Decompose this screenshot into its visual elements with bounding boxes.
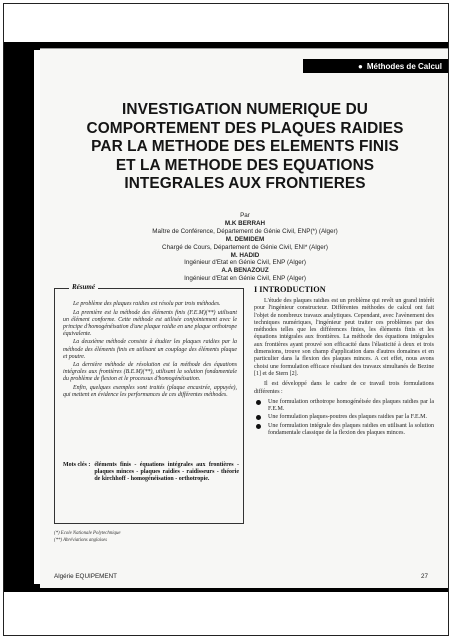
scan-border-left [4,42,34,592]
bullet-icon [256,415,261,420]
keywords-list: éléments finis - équations intégrales aux frontières - plaques minces - plaques raidies - raidisseurs - théorie de kirchhoff - homogénéisation - orthotropie. [94,462,239,483]
title-line: INTEGRALES AUX FRONTIERES [124,175,366,192]
bullet-icon [256,424,261,429]
keywords [63,462,239,483]
abstract-paragraph: La deuxième méthode consiste à étudier les plaques raidies par la méthode des éléments finis en utilisant un couplage des éléments plaque et poutre. [63,339,237,360]
section-label: Méthodes de Calcul [366,61,442,71]
paper-title [80,101,410,194]
abstract-box [54,283,244,524]
abstract-paragraph: La dernière méthode de résolution est la méthode des équations intégrales aux frontières (B.E.M)(**), utilisant la solution fondamentale du problème de flexion et le processus d'homogénéisation. [63,362,237,383]
intro-paragraph: Il est développé dans le cadre de ce travail trois formulations différentes : [254,381,434,395]
title-line: COMPORTEMENT DES PLAQUES RAIDIES [86,119,404,137]
abstract-paragraph: Enfin, quelques exemples sont traités (plaque encastrée, appuyée), qui mettent en évidence les performances de ces différentes méthodes. [63,385,237,399]
journal-name: Algérie EQUIPEMENT [54,573,117,580]
list-item [254,423,434,438]
author-affiliation: Ingénieur d'Etat en Génie Civil, ENP (Alger) [184,275,306,283]
author-block [130,212,360,283]
keywords-label: Mots clés : [63,462,91,468]
intro-paragraph: L'étude des plaques raidies est un problème qui revêt un grand intérêt pour l'ingénieur constructeur. Différentes méthodes de calcul ont fait l'objet de nombreux travaux analytiques. Cependant, avec l'avènement des techniques numériques, l'ingénieur peut traiter ces problèmes par des méthodes telles que les différences finies, les éléments finis et les équations intégrales aux frontières. La méthode des équations intégrales aux frontières ayant prouvé son efficacité dans l'élasticité à deux et trois dimensions, trouve son champ d'application dans d'autres domaines et en particulier dans la flexion des plaques minces. A cet effet, nous avons choisi une formulation efficace résultant des travaux simultanés de Bezine [1] et de Stern [2]. [254,298,434,377]
author-name: M. HADID [230,251,260,259]
list-item-text: Une formulation plaques-poutres des plaques raidies par la F.E.M. [268,414,427,421]
intro-body [254,298,434,396]
section-heading: I INTRODUCTION [254,285,326,294]
section-header [303,59,448,73]
abstract-label: Résumé [69,283,98,291]
abstract-text [63,301,237,401]
footnote: (**) Abréviations anglaises [54,537,107,543]
author-name: M.K BERRAH [224,219,266,227]
list-item [254,414,434,421]
list-item-text: Une formulation intégrale des plaques raidies en utilisant la solution fondamentale classique de la flexion des plaques minces. [268,422,434,437]
title-line: ET LA METHODE DES EQUATIONS [115,156,375,174]
page-number: 27 [420,573,428,580]
introduction-column [254,285,434,438]
author-affiliation: Maître de Conférence, Département de Génie Civil, ENP(*) (Alger) [152,227,338,235]
author-affiliation: Chargé de Cours, Département de Génie Civil, ENI* (Alger) [162,243,328,251]
title-line: INVESTIGATION NUMERIQUE DU [121,101,368,118]
author-name: M. DEMIDEM [225,235,265,243]
list-item [254,399,434,414]
scanned-page-frame [3,3,449,636]
author-name: A.A BENAZOUZ [221,267,269,275]
formulation-list [254,399,434,437]
title-line: PAR LA METHODE DES ELEMENTS FINIS [91,138,399,155]
bullet-icon: ● [358,61,363,71]
author-affiliation: Ingénieur d'Etat en Génie Civil, ENP (Alger) [184,259,306,267]
par-label: Par [240,212,250,219]
bullet-icon [256,400,261,405]
journal-page [40,48,448,588]
footnotes [54,531,214,544]
abstract-paragraph: Le problème des plaques raidies est résolu par trois méthodes. [73,301,221,307]
list-item-text: Une formulation orthotrope homogénéisée des plaques raidies par la F.E.M. [268,398,434,413]
footnote: (*) Ecole Nationale Polytechnique [54,531,121,536]
abstract-paragraph: La première est la méthode des éléments finis (F.E.M)(**) utilisant un élément conforme. Cette méthode est utilisée conjointement avec le principe d'homogénéisation d'une plaque raidie en une plaque orthotrope équivalente. [63,309,237,337]
